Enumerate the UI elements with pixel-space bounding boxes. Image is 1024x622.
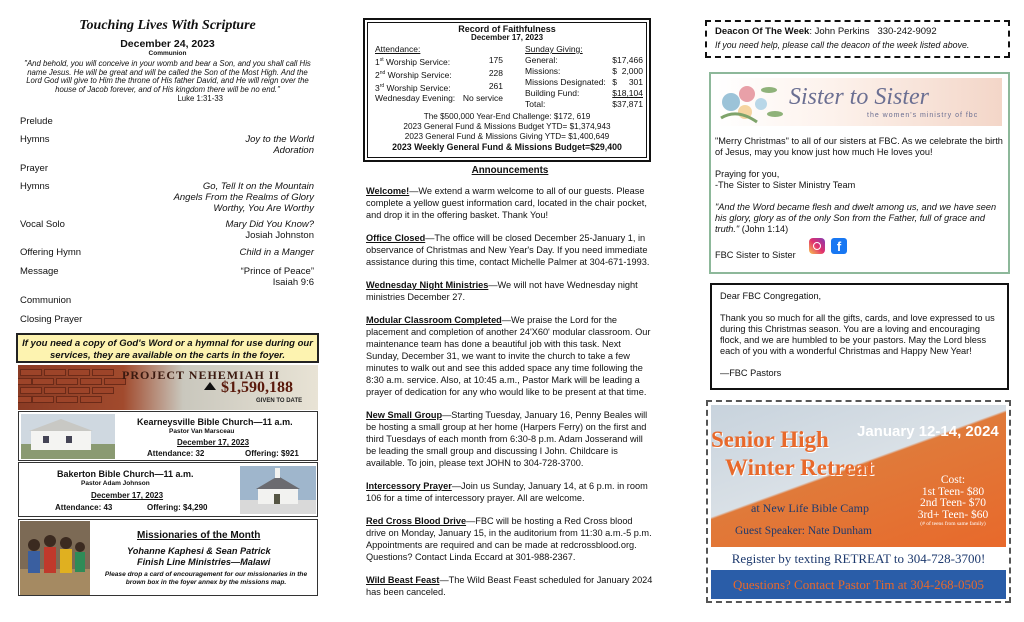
retreat-cost-label: Cost:	[940, 474, 966, 486]
church-name: Bakerton Bible Church—11 a.m.	[57, 469, 194, 479]
project-nehemiah-banner	[18, 365, 318, 410]
retreat-cost-2: 2nd Teen- $70	[919, 497, 987, 509]
announcement-item	[366, 232, 654, 268]
announcement-body: —We praise the Lord for the placement and completion of another 24'X60' modular classroom. Our maintenance team has done a beautiful job with this task. Next Sunday, December 31, we want to invite the church to take a few minutes to walk out and see this added space any time following the 8:30 a.m. service. Also, at 10:45 a.m., Pastor Mark will be leading a prayer of dedication for any who would like to be present at that time.	[366, 315, 651, 397]
retreat-cost-3: 3rd+ Teen- $60	[917, 508, 989, 521]
attendance-label: 2nd Worship Service:	[375, 69, 452, 80]
record-of-faithfulness	[363, 18, 651, 162]
deacon-label: Deacon Of The Week	[715, 26, 810, 37]
announcement-title: New Small Group	[366, 410, 443, 420]
sister-verse-ref: (John 1:14)	[739, 224, 789, 234]
missionaries-box	[18, 519, 318, 596]
announcement-item	[366, 279, 654, 303]
sermon-title: “Prince of Peace”	[240, 266, 314, 277]
order-communion	[20, 295, 71, 306]
announcements	[366, 165, 654, 609]
church-card-kearneysville	[18, 411, 318, 461]
attendance-value: No service	[462, 93, 503, 104]
giving-label: Building Fund:	[525, 88, 580, 98]
church-attendance: Attendance: 43	[55, 503, 113, 512]
budget-ytd: 2023 General Fund & Missions Budget YTD= $1,374,943	[403, 122, 611, 131]
instagram-icon[interactable]	[809, 238, 825, 254]
sister-sign-1: Praying for you,	[715, 169, 780, 179]
announcement-body: —The Wild Beast Feast scheduled for January 2024 has been canceled.	[366, 575, 653, 597]
hymn-title: Child in a Manger	[239, 247, 314, 258]
hymn-title: Adoration	[273, 145, 314, 156]
retreat-title-1: Senior High	[711, 427, 829, 452]
sister-logo-banner	[717, 78, 1002, 126]
missionaries-heading: Missionaries of the Month	[137, 530, 261, 541]
service-type: Communion	[148, 50, 187, 57]
announcement-body: —We will not have Wednesday night ministries December 27.	[366, 280, 638, 302]
announcement-item	[366, 185, 654, 221]
church-offering: Offering: $921	[245, 449, 299, 458]
retreat-cost-1: 1st Teen- $80	[921, 485, 985, 498]
giving-label: Missions:	[525, 66, 561, 76]
giving-value: $18,104	[612, 88, 643, 98]
order-vocal-solo	[20, 219, 314, 241]
retreat-location: at New Life Bible Camp	[751, 501, 869, 515]
order-label: Hymns	[20, 134, 50, 145]
sister-tagline: the women's ministry of fbc	[867, 112, 979, 119]
order-label: Hymns	[20, 181, 50, 192]
announcement-item	[366, 314, 654, 398]
order-label: Communion	[20, 295, 72, 306]
retreat-register: Register by texting RETREAT to 304-728-3700!	[711, 548, 1006, 570]
attendance-value: 228	[488, 67, 503, 78]
announcement-title: Modular Classroom Completed	[366, 315, 502, 325]
missionary-family-photo	[20, 521, 90, 595]
church-card-bakerton	[18, 462, 318, 517]
sister-to-sister-box	[709, 72, 1010, 274]
announcement-body: —We extend a warm welcome to all of our guests. Please complete a yellow guest information card, located in the chair pocket, and drop it in the offering basket. Thank You!	[366, 186, 647, 220]
missionary-names: Yohanne Kaphesi & Sean Patrick	[127, 546, 271, 556]
scripture-reference: Luke 1:31-33	[177, 94, 223, 104]
announcement-item	[366, 409, 654, 469]
order-hymns-2	[20, 181, 314, 214]
weekly-budget: 2023 Weekly General Fund & Missions Budget=$29,400	[392, 142, 622, 152]
deacon-phone: 330-242-9092	[877, 26, 937, 37]
pastors-letter	[710, 283, 1009, 390]
attendance-label: 1st Worship Service:	[375, 56, 451, 67]
hymn-title: Angels From the Realms of Glory	[173, 192, 314, 203]
order-label: Offering Hymn	[20, 247, 82, 258]
nehemiah-caption: GIVEN TO DATE	[256, 398, 303, 404]
retreat-title-2: Winter Retreat	[725, 455, 874, 480]
giving-label: Total:	[525, 99, 546, 109]
announcement-title: Wild Beast Feast	[366, 575, 440, 585]
order-prayer	[20, 163, 48, 174]
record-title: Record of Faithfulness	[458, 24, 556, 34]
attendance-label: 3rd Worship Service:	[375, 82, 451, 93]
church-report-date: December 17, 2023	[91, 491, 164, 500]
scripture-text: "And behold, you will conceive in your womb and bear a Son, and you shall call His name Jesus. He will be great and will be called the Son of the Most High. And the Lord God will give to Him the throne of His father David, and He will reign over the house of Jacob forever, and of His kingdom there will be no end."	[24, 59, 311, 94]
hymn-title: Go, Tell It on the Mountain	[202, 181, 314, 192]
order-message	[20, 266, 314, 288]
giving-value: $ 2,000	[612, 66, 643, 76]
pastors-body: Thank you so much for all the gifts, cards, and love expressed to us during this Christmas season. You are a loving and encouraging flock, and we are humbled to be your pastors. May the Lord bless each of you with a wonderful Christmas and Happy New Year!	[720, 313, 995, 356]
order-closing-prayer	[20, 314, 82, 325]
deacon-name: : John Perkins	[809, 26, 870, 37]
retreat-speaker: Guest Speaker: Nate Dunham	[735, 525, 873, 537]
announcement-item	[366, 574, 654, 598]
order-label: Message	[20, 266, 59, 277]
sister-sign-2: -The Sister to Sister Ministry Team	[715, 180, 856, 190]
attendance-label: Wednesday Evening:	[375, 93, 456, 104]
hymn-title: Joy to the World	[245, 134, 314, 145]
announcement-title: Welcome!	[366, 186, 410, 196]
retreat-questions: Questions? Contact Pastor Tim at 304-268-0505	[711, 570, 1006, 599]
nehemiah-amount: $1,590,188	[221, 379, 293, 396]
bulletin-title: Touching Lives With Scripture	[79, 18, 256, 33]
record-date: December 17, 2023	[470, 33, 544, 42]
sister-footer: FBC Sister to Sister	[715, 250, 796, 260]
giving-label: General:	[525, 55, 558, 65]
hymn-title: Worthy, You Are Worthy	[213, 203, 314, 214]
nehemiah-project-name: PROJECT NEHEMIAH II	[122, 368, 281, 382]
giving-value: $37,871	[612, 99, 643, 109]
order-label: Closing Prayer	[20, 314, 83, 325]
bible-hymnal-note: If you need a copy of God's Word or a hymnal for use during our services, they are available on the carts in the foyer.	[16, 333, 319, 363]
announcement-title: Intercessory Prayer	[366, 481, 452, 491]
giving-label: Missions Designated:	[525, 77, 606, 87]
sister-verse: "And the Word became flesh and dwelt among us, and we have seen his glory, glory as of the only Son from the Father, full of grace and truth."	[715, 202, 997, 234]
giving-ytd: 2023 General Fund & Missions Giving YTD= $1,400,649	[404, 132, 610, 141]
facebook-icon[interactable]: f	[831, 238, 847, 254]
attendance-value: 261	[488, 80, 503, 91]
song-title: Mary Did You Know?	[225, 219, 314, 230]
order-of-service	[16, 18, 319, 325]
announcement-item	[366, 480, 654, 504]
giving-heading: Sunday Giving:	[525, 44, 583, 54]
order-label: Prelude	[20, 116, 53, 127]
pastors-salutation: Dear FBC Congregation,	[720, 291, 822, 301]
attendance-table	[375, 44, 515, 104]
deacon-of-the-week	[705, 20, 1010, 58]
deacon-note: If you need help, please call the deacon of the week listed above.	[715, 39, 970, 50]
soloist: Josiah Johnston	[245, 230, 314, 241]
church-report-date: December 17, 2023	[177, 438, 250, 447]
church-name: Kearneysville Bible Church—11 a.m.	[137, 417, 293, 427]
announcement-body: —FBC will be hosting a Red Cross blood drive on Monday, January 15, in the auditorium from 11:30 a.m.-5 p.m. Appointments are required and can be made at redcrossblood.org. Questions? Contact Linda Eccard at 301-988-2367.	[366, 516, 652, 562]
announcements-heading: Announcements	[471, 165, 549, 176]
announcement-title: Office Closed	[366, 233, 426, 243]
pastors-signature: —FBC Pastors	[720, 368, 782, 378]
order-hymns-1	[20, 134, 314, 156]
attendance-value: 175	[488, 55, 503, 65]
order-label: Prayer	[20, 163, 48, 174]
church-attendance: Attendance: 32	[147, 449, 205, 458]
order-offering-hymn	[20, 247, 314, 258]
retreat-poster	[711, 405, 1006, 547]
bulletin-date: December 24, 2023	[120, 38, 215, 50]
sister-logo-text: Sister to Sister	[789, 84, 930, 110]
church-pastor: Pastor Adam Johnson	[81, 480, 150, 487]
year-end-challenge: The $500,000 Year-End Challenge: $172, 619	[423, 112, 591, 121]
sermon-reference: Isaiah 9:6	[272, 277, 314, 288]
giving-table	[525, 44, 643, 110]
church-offering: Offering: $4,290	[147, 503, 208, 512]
retreat-cost-note: (# of teens from same family)	[920, 521, 986, 527]
announcement-title: Red Cross Blood Drive	[366, 516, 467, 526]
arrow-icon	[204, 382, 216, 390]
attendance-heading: Attendance:	[375, 44, 421, 54]
announcement-item	[366, 515, 654, 563]
announcement-title: Wednesday Night Ministries	[366, 280, 489, 290]
retreat-dates: January 12-14, 2024	[857, 423, 999, 440]
church-photo	[21, 414, 115, 459]
missionary-note: Please drop a card of encouragement for our missionaries in the brown box in the foyer annex by the missions map.	[104, 571, 308, 586]
senior-high-retreat-flyer	[706, 400, 1011, 603]
sister-greeting: "Merry Christmas" to all of our sisters at FBC. As we celebrate the birth of Jesus, may you know just how much He loves you!	[715, 136, 1003, 157]
order-label: Vocal Solo	[20, 219, 65, 230]
church-pastor: Pastor Van Marsceau	[169, 428, 235, 435]
announcement-body: —Join us Sunday, January 14, at 6 p.m. in room 106 for a time of intercessory prayer. All are welcome.	[366, 481, 648, 503]
order-prelude	[20, 116, 314, 127]
church-photo	[240, 466, 316, 514]
missionary-ministry: Finish Line Ministries—Malawi	[137, 557, 271, 567]
flower-icon	[717, 78, 787, 126]
giving-value: $ 301	[612, 77, 643, 87]
announcement-body: —The office will be closed December 25-January 1, in observance of Christmas and New Year's Day. If you need immediate assistance during this time, contact Michelle Palmer at 304-671-1993.	[366, 233, 650, 267]
giving-value: $17,466	[612, 55, 643, 65]
announcement-body: —Starting Tuesday, January 16, Penny Beales will be hosting a small group at her home (Harpers Ferry) on the first and third Tuesdays of each month from 6:30-8 p.m. Adam Josserand will be leading the small group and discussing I John. Childcare is available. To join, please text JOHN to 304-728-3700.	[366, 410, 648, 468]
